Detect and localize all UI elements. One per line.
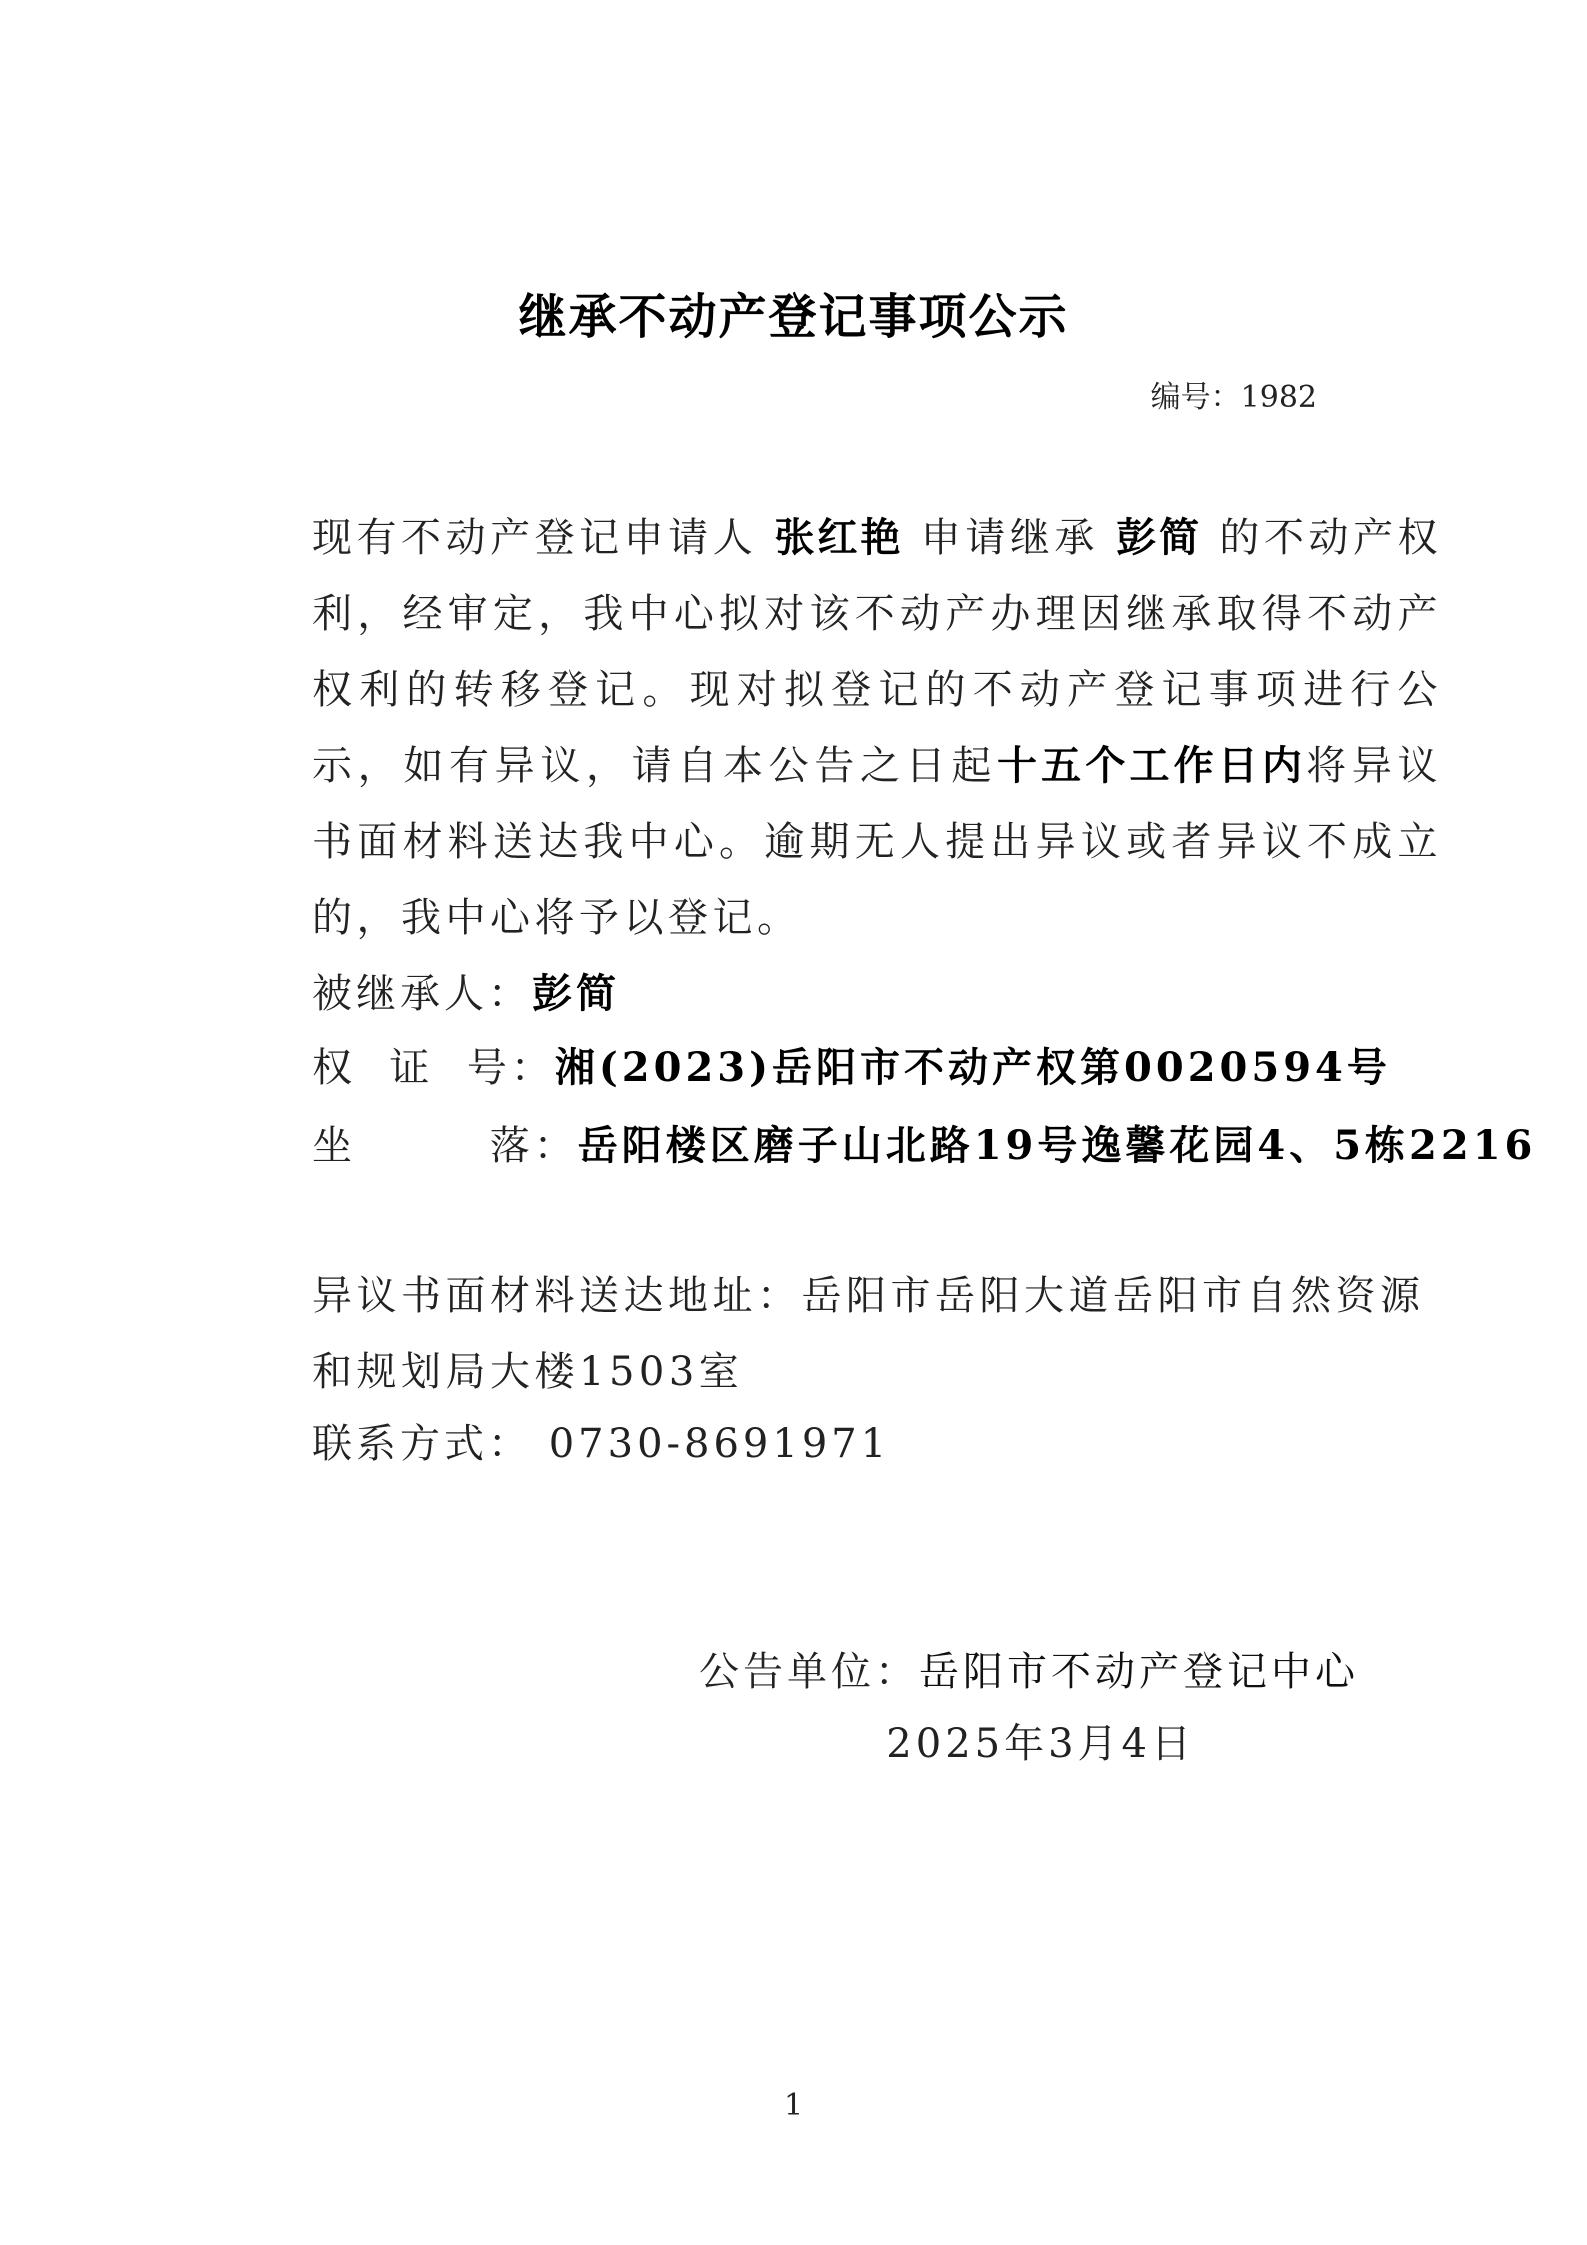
objection-address: 异议书面材料送达地址：岳阳市岳阳大道岳阳市自然资源和规划局大楼1503室	[312, 1273, 1425, 1395]
document-number: 编号：1982	[1150, 380, 1317, 415]
field-location	[312, 1114, 1536, 1171]
deceased-name: 彭简	[1116, 515, 1203, 561]
applicant-name: 张红艳	[774, 515, 904, 561]
paragraph-text-2: 申请继承	[903, 515, 1117, 561]
objection-deadline: 十五个工作日内	[997, 743, 1307, 789]
paragraph-text-1: 现有不动产登记申请人	[312, 515, 775, 561]
paragraph-text-4: 将异议书面材料送达我中心。逾期无人提出异议或者异议不成立的，我中心将予以登记。	[312, 743, 1443, 941]
field-label: 权 证 号：	[312, 1045, 555, 1091]
field-label: 被继承人：	[312, 971, 532, 1017]
contact-label: 联系方式：	[312, 1421, 532, 1467]
field-deceased	[312, 962, 620, 1019]
field-certificate-number	[312, 1036, 1391, 1093]
field-value: 彭简	[532, 970, 620, 1017]
notice-date: 2025年3月4日	[886, 1721, 1195, 1767]
contact-phone: 0730-8691971	[548, 1421, 891, 1467]
issuer	[699, 1640, 1359, 1697]
issuer-name: 岳阳市不动产登记中心	[919, 1649, 1359, 1695]
field-value: 岳阳楼区磨子山北路19号逸馨花园4、5栋2216	[577, 1122, 1537, 1169]
page-number: 1	[783, 2088, 804, 2123]
issuer-label: 公告单位：	[699, 1649, 919, 1695]
paragraph-text-3: 的不动产权利，经审定，我中心拟对该不动产办理因继承取得不动产权利的转移登记。现对拟登记的不动产登记事项进行公示，如有异议，请自本公告之日起	[312, 515, 1443, 789]
field-label: 坐 落：	[312, 1123, 578, 1169]
page-title: 继承不动产登记事项公示	[518, 289, 1069, 345]
notice-paragraph	[230, 500, 1442, 956]
field-value: 湘(2023)岳阳市不动产权第0020594号	[554, 1044, 1391, 1091]
contact-info	[312, 1412, 890, 1469]
